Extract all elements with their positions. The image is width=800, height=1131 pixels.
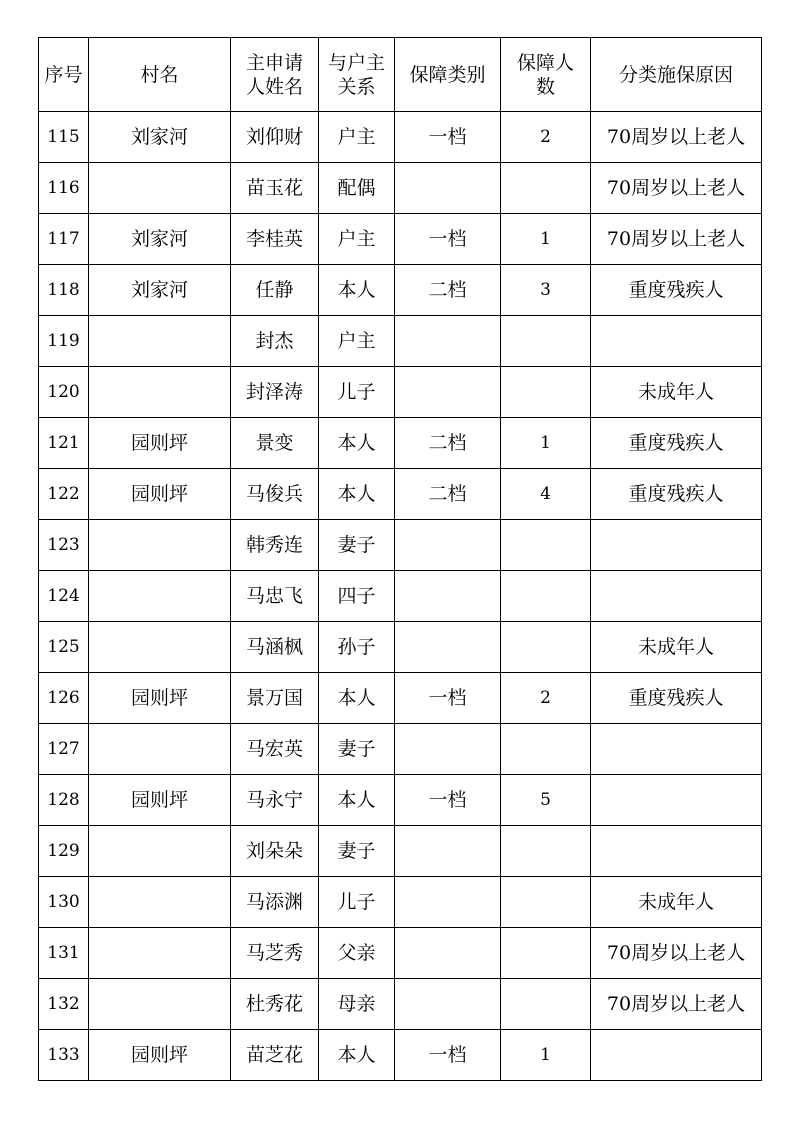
cell-reason: 重度残疾人	[591, 265, 762, 316]
cell-seq: 115	[39, 112, 89, 163]
cell-category	[395, 826, 501, 877]
cell-village: 刘家河	[89, 112, 231, 163]
cell-category	[395, 520, 501, 571]
cell-village: 园则坪	[89, 1030, 231, 1081]
cell-count	[501, 571, 591, 622]
cell-category	[395, 571, 501, 622]
cell-count: 1	[501, 214, 591, 265]
cell-seq: 123	[39, 520, 89, 571]
cell-applicant-name: 马忠飞	[231, 571, 319, 622]
cell-village	[89, 571, 231, 622]
table-row	[39, 724, 762, 775]
cell-seq: 116	[39, 163, 89, 214]
cell-category	[395, 724, 501, 775]
cell-relation: 户主	[319, 112, 395, 163]
cell-category	[395, 316, 501, 367]
table-row	[39, 367, 762, 418]
cell-count: 5	[501, 775, 591, 826]
cell-seq: 118	[39, 265, 89, 316]
cell-category	[395, 877, 501, 928]
cell-applicant-name: 马芝秀	[231, 928, 319, 979]
cell-seq: 130	[39, 877, 89, 928]
cell-reason: 未成年人	[591, 367, 762, 418]
cell-count: 1	[501, 418, 591, 469]
cell-relation: 本人	[319, 469, 395, 520]
cell-applicant-name: 景变	[231, 418, 319, 469]
cell-village: 园则坪	[89, 673, 231, 724]
cell-seq: 120	[39, 367, 89, 418]
table-row	[39, 112, 762, 163]
cell-reason: 70周岁以上老人	[591, 928, 762, 979]
cell-reason: 70周岁以上老人	[591, 979, 762, 1030]
table-row	[39, 877, 762, 928]
cell-category: 一档	[395, 775, 501, 826]
table-row	[39, 163, 762, 214]
cell-category: 二档	[395, 469, 501, 520]
cell-relation: 妻子	[319, 826, 395, 877]
cell-relation: 妻子	[319, 520, 395, 571]
cell-village	[89, 520, 231, 571]
header-category: 保障类别	[395, 38, 501, 112]
cell-count	[501, 979, 591, 1030]
cell-count: 1	[501, 1030, 591, 1081]
cell-reason: 重度残疾人	[591, 418, 762, 469]
cell-reason	[591, 775, 762, 826]
cell-reason	[591, 724, 762, 775]
cell-seq: 133	[39, 1030, 89, 1081]
cell-village	[89, 979, 231, 1030]
cell-reason	[591, 1030, 762, 1081]
cell-reason: 未成年人	[591, 622, 762, 673]
cell-reason: 70周岁以上老人	[591, 112, 762, 163]
cell-category: 一档	[395, 214, 501, 265]
cell-relation: 配偶	[319, 163, 395, 214]
cell-seq: 127	[39, 724, 89, 775]
cell-relation: 本人	[319, 265, 395, 316]
cell-count	[501, 826, 591, 877]
cell-village: 园则坪	[89, 469, 231, 520]
cell-seq: 117	[39, 214, 89, 265]
table-row	[39, 469, 762, 520]
header-relation-text: 与户主关系	[327, 51, 385, 98]
cell-category	[395, 163, 501, 214]
cell-applicant-name: 马俊兵	[231, 469, 319, 520]
cell-count	[501, 724, 591, 775]
cell-relation: 户主	[319, 214, 395, 265]
cell-village	[89, 826, 231, 877]
header-row	[39, 38, 762, 112]
cell-village: 园则坪	[89, 418, 231, 469]
cell-applicant-name: 李桂英	[231, 214, 319, 265]
cell-seq: 129	[39, 826, 89, 877]
cell-count	[501, 877, 591, 928]
cell-reason	[591, 571, 762, 622]
cell-relation: 母亲	[319, 979, 395, 1030]
cell-applicant-name: 苗玉花	[231, 163, 319, 214]
cell-relation: 户主	[319, 316, 395, 367]
cell-category: 一档	[395, 673, 501, 724]
cell-seq: 126	[39, 673, 89, 724]
cell-relation: 儿子	[319, 367, 395, 418]
cell-seq: 122	[39, 469, 89, 520]
cell-reason	[591, 316, 762, 367]
cell-count	[501, 163, 591, 214]
assistance-table	[38, 37, 762, 1081]
cell-relation: 儿子	[319, 877, 395, 928]
cell-village	[89, 928, 231, 979]
cell-applicant-name: 刘朵朵	[231, 826, 319, 877]
cell-relation: 妻子	[319, 724, 395, 775]
table-row	[39, 622, 762, 673]
cell-category: 一档	[395, 1030, 501, 1081]
cell-seq: 124	[39, 571, 89, 622]
header-reason: 分类施保原因	[591, 38, 762, 112]
cell-reason	[591, 520, 762, 571]
cell-village: 刘家河	[89, 214, 231, 265]
cell-reason: 70周岁以上老人	[591, 214, 762, 265]
table-row	[39, 520, 762, 571]
cell-village: 园则坪	[89, 775, 231, 826]
cell-village	[89, 877, 231, 928]
cell-village	[89, 724, 231, 775]
cell-category	[395, 367, 501, 418]
cell-count	[501, 520, 591, 571]
table-row	[39, 316, 762, 367]
cell-seq: 121	[39, 418, 89, 469]
cell-count	[501, 622, 591, 673]
cell-relation: 四子	[319, 571, 395, 622]
cell-count	[501, 316, 591, 367]
cell-category	[395, 928, 501, 979]
cell-category: 二档	[395, 418, 501, 469]
cell-relation: 本人	[319, 1030, 395, 1081]
table-row	[39, 826, 762, 877]
header-applicant-text: 主申请人姓名	[245, 51, 303, 98]
cell-applicant-name: 杜秀花	[231, 979, 319, 1030]
cell-category: 二档	[395, 265, 501, 316]
cell-applicant-name: 韩秀连	[231, 520, 319, 571]
cell-applicant-name: 马永宁	[231, 775, 319, 826]
cell-count	[501, 928, 591, 979]
cell-seq: 125	[39, 622, 89, 673]
cell-applicant-name: 马涵枫	[231, 622, 319, 673]
cell-relation: 本人	[319, 673, 395, 724]
cell-seq: 128	[39, 775, 89, 826]
cell-category: 一档	[395, 112, 501, 163]
table-row	[39, 775, 762, 826]
table-row	[39, 418, 762, 469]
cell-count: 2	[501, 112, 591, 163]
cell-relation: 本人	[319, 775, 395, 826]
cell-applicant-name: 封杰	[231, 316, 319, 367]
header-count-text: 保障人数	[516, 51, 574, 98]
header-seq: 序号	[39, 38, 89, 112]
table-row	[39, 1030, 762, 1081]
cell-seq: 131	[39, 928, 89, 979]
table-row	[39, 571, 762, 622]
cell-applicant-name: 马添渊	[231, 877, 319, 928]
cell-applicant-name: 封泽涛	[231, 367, 319, 418]
cell-village	[89, 367, 231, 418]
cell-seq: 119	[39, 316, 89, 367]
cell-count	[501, 367, 591, 418]
cell-count: 4	[501, 469, 591, 520]
cell-category	[395, 979, 501, 1030]
table-row	[39, 214, 762, 265]
cell-relation: 父亲	[319, 928, 395, 979]
header-count	[501, 38, 591, 112]
cell-relation: 孙子	[319, 622, 395, 673]
table-row	[39, 979, 762, 1030]
cell-applicant-name: 任静	[231, 265, 319, 316]
cell-relation: 本人	[319, 418, 395, 469]
cell-village	[89, 622, 231, 673]
cell-count: 2	[501, 673, 591, 724]
cell-applicant-name: 马宏英	[231, 724, 319, 775]
cell-village: 刘家河	[89, 265, 231, 316]
cell-applicant-name: 景万国	[231, 673, 319, 724]
cell-reason: 70周岁以上老人	[591, 163, 762, 214]
cell-reason: 重度残疾人	[591, 469, 762, 520]
table-row	[39, 265, 762, 316]
cell-seq: 132	[39, 979, 89, 1030]
table-row	[39, 673, 762, 724]
cell-count: 3	[501, 265, 591, 316]
table-body	[39, 112, 762, 1081]
cell-applicant-name: 刘仰财	[231, 112, 319, 163]
cell-village	[89, 316, 231, 367]
header-applicant	[231, 38, 319, 112]
cell-reason	[591, 826, 762, 877]
header-village: 村名	[89, 38, 231, 112]
cell-category	[395, 622, 501, 673]
cell-reason: 重度残疾人	[591, 673, 762, 724]
cell-reason: 未成年人	[591, 877, 762, 928]
cell-applicant-name: 苗芝花	[231, 1030, 319, 1081]
cell-village	[89, 163, 231, 214]
header-relation	[319, 38, 395, 112]
table-row	[39, 928, 762, 979]
